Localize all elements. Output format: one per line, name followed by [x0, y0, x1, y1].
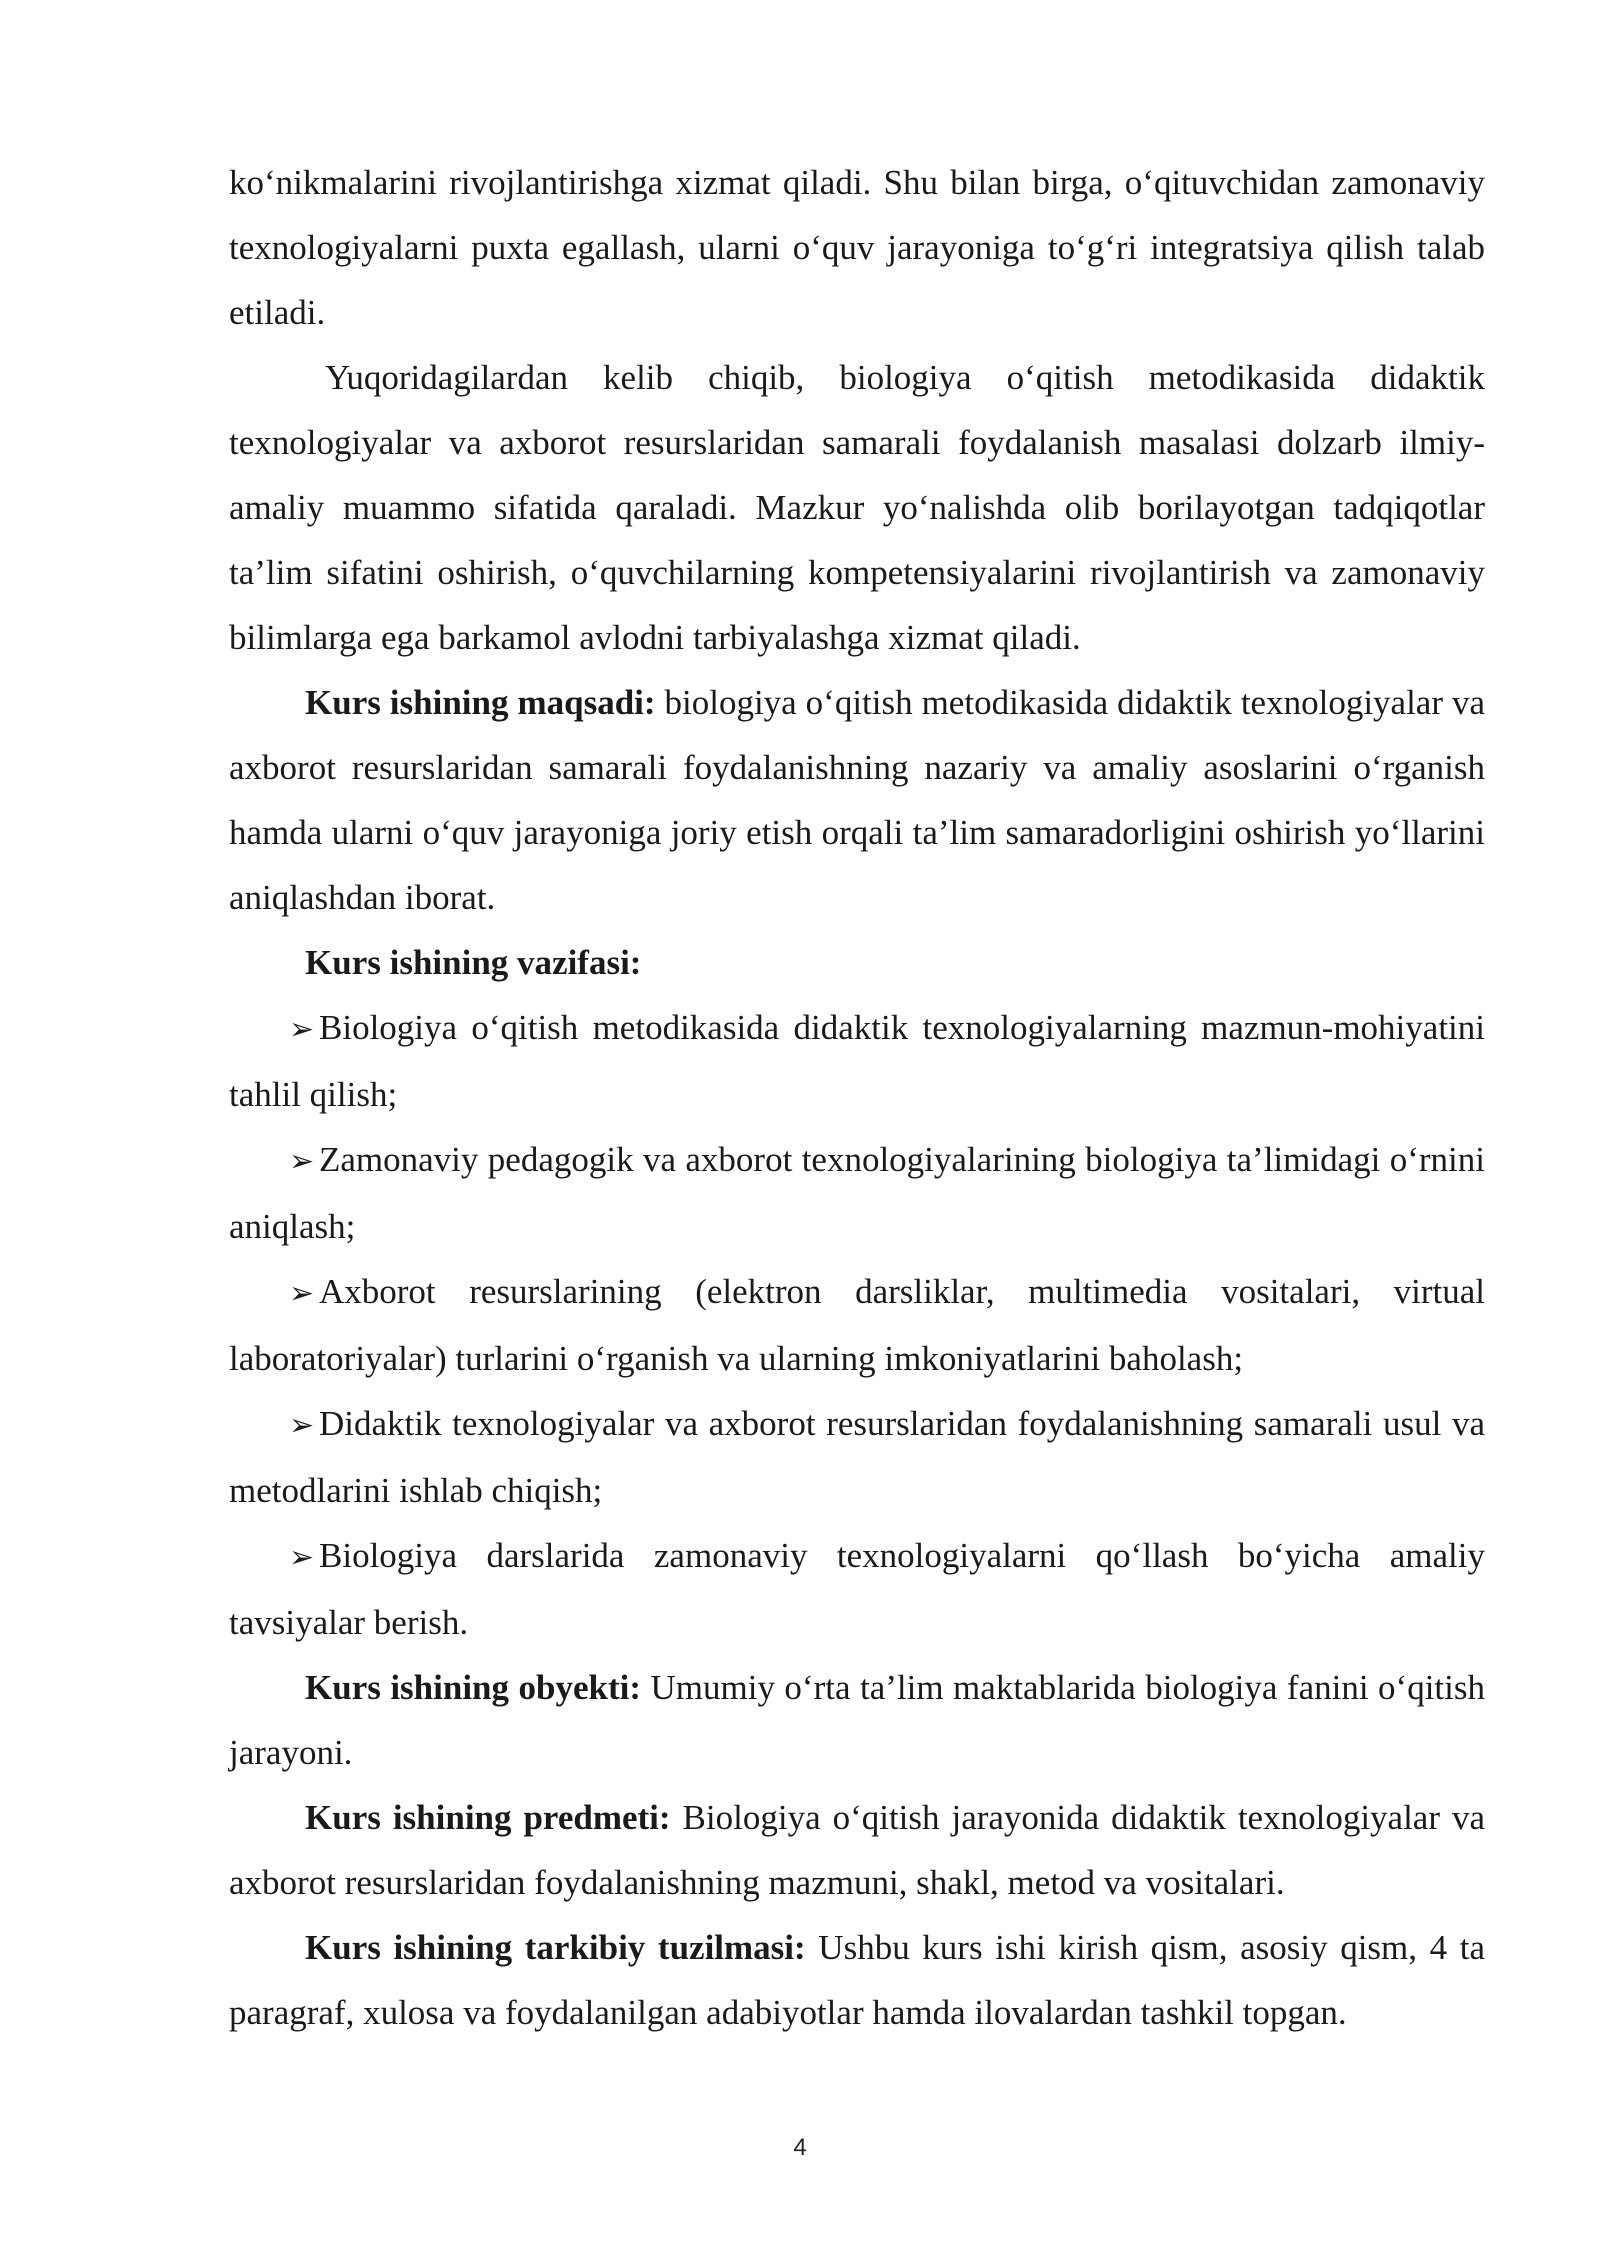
subject-label: Kurs ishining predmeti:	[305, 1798, 671, 1837]
task-text: Zamonaviy pedagogik va axborot texnologiyalarining biologiya ta’limidagi o‘rnini aniqlash;	[229, 1140, 1485, 1246]
task-item	[229, 1259, 1485, 1391]
arrow-bullet-icon: ➢	[289, 1276, 315, 1311]
arrow-bullet-icon: ➢	[289, 1144, 315, 1179]
paragraph-structure	[229, 1915, 1485, 2045]
arrow-bullet-icon: ➢	[289, 1408, 315, 1443]
paragraph-goal	[229, 670, 1485, 930]
task-item	[229, 1391, 1485, 1523]
tasks-label: Kurs ishining vazifasi:	[305, 943, 642, 982]
task-text: Biologiya darslarida zamonaviy texnologiyalarni qo‘llash bo‘yicha amaliy tavsiyalar berish.	[229, 1536, 1485, 1642]
object-label: Kurs ishining obyekti:	[305, 1668, 642, 1707]
paragraph-subject	[229, 1785, 1485, 1915]
task-text: Axborot resurslarining (elektron darsliklar, multimedia vositalari, virtual laboratoriyalar) turlarini o‘rganish va ularning imkoniyatlarini baholash;	[229, 1272, 1485, 1378]
structure-label: Kurs ishining tarkibiy tuzilmasi:	[305, 1928, 806, 1967]
document-page	[229, 150, 1485, 2045]
paragraph-intro-continued: ko‘nikmalarini rivojlantirishga xizmat qiladi. Shu bilan birga, o‘qituvchidan zamonaviy texnologiyalarni puxta egallash, ularni o‘quv jarayoniga to‘g‘ri integratsiya qilish talab etiladi.	[229, 163, 1485, 332]
task-text: Biologiya o‘qitish metodikasida didaktik texnologiyalarning mazmun-mohiyatini tahlil qilish;	[229, 1008, 1485, 1114]
goal-text: biologiya o‘qitish metodikasida didaktik texnologiyalar va axborot resurslaridan samarali foydalanishning nazariy va amaliy asoslarini o‘rganish hamda ularni o‘quv jarayoniga joriy etish orqali ta’lim samaradorligini oshirish yo‘llarini aniqlashdan iborat.	[229, 683, 1485, 917]
goal-label: Kurs ishining maqsadi:	[305, 683, 656, 722]
page-number: 4	[793, 2134, 807, 2161]
subject-text: Biologiya o‘qitish jarayonida didaktik texnologiyalar va axborot resurslaridan foydalanishning mazmuni, shakl, metod va vositalari.	[229, 1798, 1485, 1902]
structure-text: Ushbu kurs ishi kirish qism, asosiy qism, 4 ta paragraf, xulosa va foydalanilgan adabiyotlar hamda ilovalardan tashkil topgan.	[229, 1928, 1485, 2032]
paragraph-object	[229, 1655, 1485, 1785]
task-item	[229, 1523, 1485, 1655]
arrow-bullet-icon: ➢	[289, 1012, 315, 1047]
paragraph-relevance: Yuqoridagilardan kelib chiqib, biologiya o‘qitish metodikasida didaktik texnologiyalar va axborot resurslaridan samarali foydalanish masalasi dolzarb ilmiy-amaliy muammo sifatida qaraladi. Mazkur yo‘nalishda olib borilayotgan tadqiqotlar ta’lim sifatini oshirish, o‘quvchilarning kompetensiyalarini rivojlantirish va zamonaviy bilimlarga ega barkamol avlodni tarbiyalashga xizmat qiladi.	[229, 358, 1485, 657]
task-item	[229, 1127, 1485, 1259]
arrow-bullet-icon: ➢	[289, 1540, 315, 1575]
tasks-heading	[229, 930, 1485, 995]
task-item	[229, 995, 1485, 1127]
task-text: Didaktik texnologiyalar va axborot resurslaridan foydalanishning samarali usul va metodlarini ishlab chiqish;	[229, 1404, 1485, 1510]
object-text: Umumiy o‘rta ta’lim maktablarida biologiya fanini o‘qitish jarayoni.	[229, 1668, 1485, 1772]
